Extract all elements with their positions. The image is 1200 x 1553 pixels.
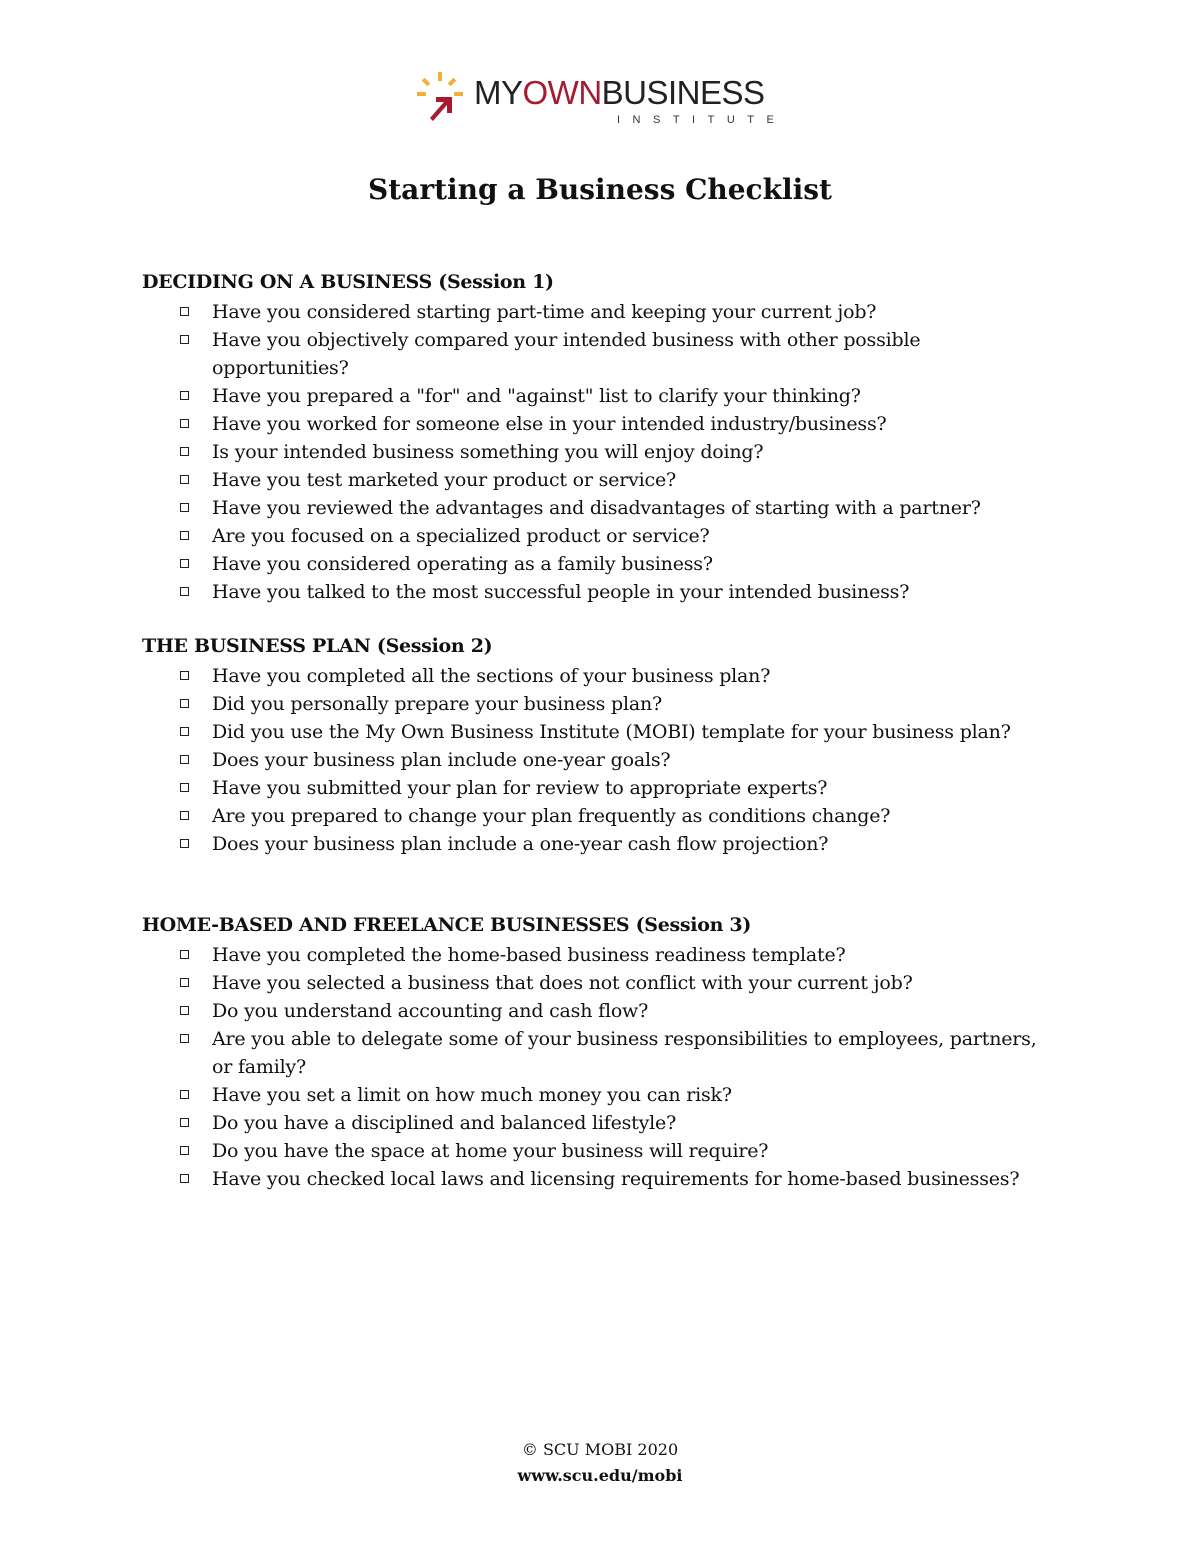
checkbox-icon[interactable] xyxy=(180,1034,189,1043)
section-business-plan xyxy=(142,632,1062,858)
checkbox-icon[interactable] xyxy=(180,475,189,484)
checklist-item[interactable]: Have you test marketed your product or service? xyxy=(142,466,1062,494)
logo-mark-icon xyxy=(414,70,466,122)
checklist-item[interactable]: Have you set a limit on how much money you can risk? xyxy=(142,1081,1062,1109)
checklist-item[interactable]: Does your business plan include a one-year cash flow projection? xyxy=(142,830,1062,858)
checklist-item[interactable]: Have you completed the home-based business readiness template? xyxy=(142,941,1062,969)
checkbox-icon[interactable] xyxy=(180,1006,189,1015)
footer xyxy=(0,1437,1200,1489)
checklist xyxy=(142,298,1062,606)
checklist-item[interactable]: Have you reviewed the advantages and disadvantages of starting with a partner? xyxy=(142,494,1062,522)
checklist xyxy=(142,662,1062,858)
checklist-item[interactable]: Have you selected a business that does not conflict with your current job? xyxy=(142,969,1062,997)
checkbox-icon[interactable] xyxy=(180,1118,189,1127)
footer-url-link[interactable]: www.scu.edu/mobi xyxy=(517,1466,683,1485)
checklist-item[interactable]: Are you focused on a specialized product or service? xyxy=(142,522,1062,550)
checklist-item[interactable]: Have you prepared a "for" and "against" list to clarify your thinking? xyxy=(142,382,1062,410)
checkbox-icon[interactable] xyxy=(180,419,189,428)
checkbox-icon[interactable] xyxy=(180,950,189,959)
section-home-based xyxy=(142,911,1062,1193)
checklist-item[interactable]: Have you worked for someone else in your intended industry/business? xyxy=(142,410,1062,438)
checklist-item[interactable]: Have you objectively compared your intended business with other possible opportunities? xyxy=(142,326,1062,382)
checklist-item[interactable]: Do you have a disciplined and balanced lifestyle? xyxy=(142,1109,1062,1137)
checkbox-icon[interactable] xyxy=(180,307,189,316)
checkbox-icon[interactable] xyxy=(180,727,189,736)
checklist-item[interactable]: Do you have the space at home your business will require? xyxy=(142,1137,1062,1165)
checkbox-icon[interactable] xyxy=(180,783,189,792)
checklist-item[interactable]: Did you use the My Own Business Institute (MOBI) template for your business plan? xyxy=(142,718,1062,746)
checkbox-icon[interactable] xyxy=(180,1090,189,1099)
checklist-item[interactable]: Is your intended business something you will enjoy doing? xyxy=(142,438,1062,466)
logo-subtitle: INSTITUTE xyxy=(617,114,787,126)
logo xyxy=(414,70,787,130)
section-deciding xyxy=(142,268,1062,606)
checklist-item[interactable]: Have you considered operating as a family business? xyxy=(142,550,1062,578)
checklist-item[interactable]: Have you talked to the most successful people in your intended business? xyxy=(142,578,1062,606)
checkbox-icon[interactable] xyxy=(180,978,189,987)
checkbox-icon[interactable] xyxy=(180,391,189,400)
checkbox-icon[interactable] xyxy=(180,335,189,344)
checkbox-icon[interactable] xyxy=(180,587,189,596)
checkbox-icon[interactable] xyxy=(180,1146,189,1155)
footer-copyright: © SCU MOBI 2020 xyxy=(521,1440,679,1459)
logo-wordmark: MYOWNBUSINESS xyxy=(474,74,765,111)
section-heading: DECIDING ON A BUSINESS (Session 1) xyxy=(142,271,554,293)
checklist-item[interactable]: Have you checked local laws and licensing requirements for home-based businesses? xyxy=(142,1165,1062,1193)
checkbox-icon[interactable] xyxy=(180,671,189,680)
checklist-item[interactable]: Do you understand accounting and cash flow? xyxy=(142,997,1062,1025)
section-heading: THE BUSINESS PLAN (Session 2) xyxy=(142,635,493,657)
checkbox-icon[interactable] xyxy=(180,839,189,848)
checklist xyxy=(142,941,1062,1193)
checklist-item[interactable]: Are you prepared to change your plan frequently as conditions change? xyxy=(142,802,1062,830)
checkbox-icon[interactable] xyxy=(180,503,189,512)
checkbox-icon[interactable] xyxy=(180,755,189,764)
checklist-item[interactable]: Have you submitted your plan for review to appropriate experts? xyxy=(142,774,1062,802)
checklist-item[interactable]: Are you able to delegate some of your business responsibilities to employees, partners, or family? xyxy=(142,1025,1062,1081)
checkbox-icon[interactable] xyxy=(180,1174,189,1183)
section-heading: HOME-BASED AND FREELANCE BUSINESSES (Session 3) xyxy=(142,914,752,936)
page-title: Starting a Business Checklist xyxy=(368,173,832,206)
checklist-item[interactable]: Did you personally prepare your business plan? xyxy=(142,690,1062,718)
checkbox-icon[interactable] xyxy=(180,811,189,820)
checklist-item[interactable]: Have you completed all the sections of your business plan? xyxy=(142,662,1062,690)
checklist-item[interactable]: Does your business plan include one-year goals? xyxy=(142,746,1062,774)
checklist-item[interactable]: Have you considered starting part-time and keeping your current job? xyxy=(142,298,1062,326)
checkbox-icon[interactable] xyxy=(180,559,189,568)
checkbox-icon[interactable] xyxy=(180,699,189,708)
checkbox-icon[interactable] xyxy=(180,447,189,456)
checkbox-icon[interactable] xyxy=(180,531,189,540)
